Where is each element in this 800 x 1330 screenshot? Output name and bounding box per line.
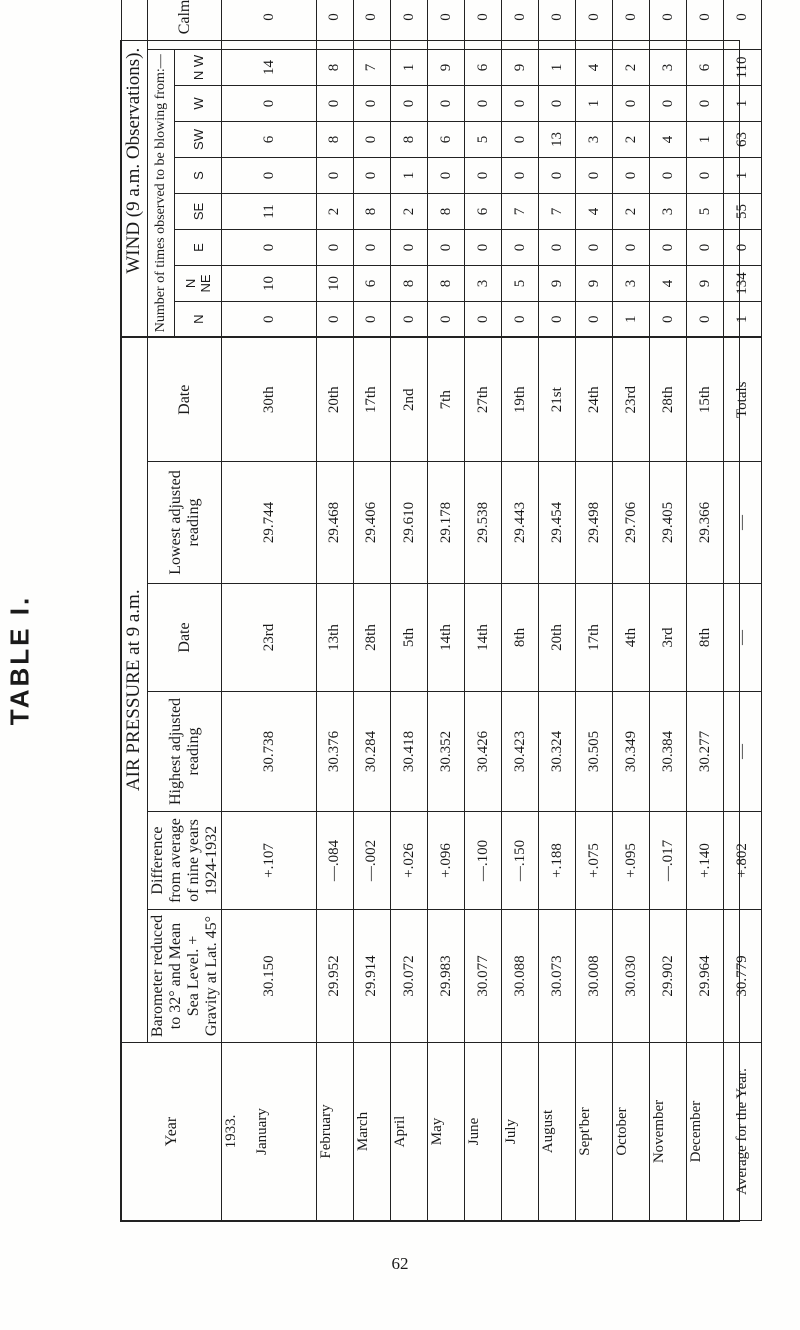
- wind-n-count: 0: [687, 301, 724, 337]
- wind-n-count: 0: [576, 301, 613, 337]
- wind-w-count: 0: [222, 85, 316, 121]
- table-row: [576, 0, 613, 1221]
- wind-nne-count: 6: [353, 265, 390, 301]
- highest-date-header: Date: [147, 584, 222, 692]
- difference-value: —.017: [650, 812, 687, 910]
- highest-value: 30.738: [222, 692, 316, 812]
- difference-value: +.026: [390, 812, 427, 910]
- highest-date-value: 5th: [390, 584, 427, 692]
- lowest-value: 29.468: [316, 462, 353, 584]
- wind-se-count: 8: [428, 193, 465, 229]
- calm-count: 0: [316, 0, 353, 49]
- wind-w-count: 0: [316, 85, 353, 121]
- lowest-dash: —: [724, 462, 761, 584]
- highest-value: 30.384: [650, 692, 687, 812]
- highest-value: 30.418: [390, 692, 427, 812]
- wind-n-count: 0: [502, 301, 539, 337]
- average-label: Average for the Year.: [724, 1043, 761, 1221]
- table-row: [428, 0, 465, 1221]
- difference-value: +.188: [539, 812, 576, 910]
- month-label: Sept'ber: [576, 1043, 613, 1221]
- wind-sw-count: 6: [222, 121, 316, 157]
- barometer-header: Barometer reduced to 32° and Mean Sea Level. + Gravity at Lat. 45°: [147, 910, 222, 1043]
- wind-sw-count: 5: [465, 121, 502, 157]
- wind-e-count: 0: [353, 229, 390, 265]
- highest-date-value: 28th: [353, 584, 390, 692]
- calm-count: 0: [650, 0, 687, 49]
- wind-e-count: 0: [428, 229, 465, 265]
- barometer-value: 30.073: [539, 910, 576, 1043]
- calm-count: 0: [353, 0, 390, 49]
- table-row: [502, 0, 539, 1221]
- month-label: December: [687, 1043, 724, 1221]
- wind-nne-count: 8: [390, 265, 427, 301]
- wind-se-count: 11: [222, 193, 316, 229]
- calm-count: 0: [390, 0, 427, 49]
- wind-sw-count: 8: [390, 121, 427, 157]
- wind-w-count: 0: [539, 85, 576, 121]
- wind-e-count: 0: [576, 229, 613, 265]
- highest-date-value: 3rd: [650, 584, 687, 692]
- wind-subheader: Number of times observed to be blowing from:—: [147, 49, 174, 337]
- wind-nw-count: 9: [428, 49, 465, 85]
- highest-date-dash: —: [724, 584, 761, 692]
- table-row: [650, 0, 687, 1221]
- wind-se-count: 8: [353, 193, 390, 229]
- wind-nne-count: 3: [465, 265, 502, 301]
- lowest-date-value: 7th: [428, 337, 465, 461]
- barometer-value: 29.964: [687, 910, 724, 1043]
- calm-count: 0: [613, 0, 650, 49]
- difference-value: +.075: [576, 812, 613, 910]
- lowest-date-value: 21st: [539, 337, 576, 461]
- wind-n-count: 0: [316, 301, 353, 337]
- lowest-date-value: 30th: [222, 337, 316, 461]
- lowest-date-value: 23rd: [613, 337, 650, 461]
- wind-e-count: 0: [502, 229, 539, 265]
- wind-nw-count: 1: [539, 49, 576, 85]
- wind-e-count: 0: [316, 229, 353, 265]
- wind-nw-count: 9: [502, 49, 539, 85]
- lowest-value: 29.366: [687, 462, 724, 584]
- wind-n-count: 0: [353, 301, 390, 337]
- wind-sw-count: 1: [687, 121, 724, 157]
- wind-nne-count: 10: [222, 265, 316, 301]
- wind-se-count: 3: [650, 193, 687, 229]
- wind-e-count: 0: [539, 229, 576, 265]
- wind-group-header: WIND (9 a.m. Observations).: [122, 0, 148, 337]
- month-label: March: [353, 1043, 390, 1221]
- wind-e-count: 0: [222, 229, 316, 265]
- wind-nw-count: 1: [390, 49, 427, 85]
- wind-e-count: 0: [687, 229, 724, 265]
- highest-date-value: 14th: [465, 584, 502, 692]
- page-number: 62: [391, 1254, 409, 1273]
- wind-n-count: 0: [650, 301, 687, 337]
- highest-value: 30.349: [613, 692, 650, 812]
- calm-count: 0: [465, 0, 502, 49]
- wind-nne-count: 9: [687, 265, 724, 301]
- wind-w-count: 0: [390, 85, 427, 121]
- wind-s-count: 0: [222, 157, 316, 193]
- highest-value: 30.423: [502, 692, 539, 812]
- wind-s-count: 0: [687, 157, 724, 193]
- barometer-value: 29.952: [316, 910, 353, 1043]
- lowest-date-header: Date: [147, 337, 222, 461]
- wind-w-count: 0: [428, 85, 465, 121]
- direction-nw-header: N W: [175, 49, 222, 85]
- highest-date-value: 23rd: [222, 584, 316, 692]
- wind-se-count: 2: [390, 193, 427, 229]
- total-sw-count: 63: [724, 121, 761, 157]
- air-pressure-group-header: AIR PRESSURE at 9 a.m.: [122, 337, 148, 1042]
- wind-w-count: 0: [650, 85, 687, 121]
- wind-nne-count: 4: [650, 265, 687, 301]
- wind-s-count: 1: [390, 157, 427, 193]
- lowest-value: 29.498: [576, 462, 613, 584]
- lowest-value: 29.406: [353, 462, 390, 584]
- month-label: October: [613, 1043, 650, 1221]
- wind-sw-count: 6: [428, 121, 465, 157]
- wind-nne-count: 3: [613, 265, 650, 301]
- highest-date-value: 14th: [428, 584, 465, 692]
- lowest-value: 29.443: [502, 462, 539, 584]
- total-w-count: 1: [724, 85, 761, 121]
- lowest-reading-header: Lowest adjusted reading: [147, 462, 222, 584]
- lowest-date-value: 19th: [502, 337, 539, 461]
- wind-s-count: 0: [428, 157, 465, 193]
- totals-label: Totals: [724, 337, 761, 461]
- wind-nw-count: 8: [316, 49, 353, 85]
- direction-se-header: SE: [175, 193, 222, 229]
- wind-sw-count: 8: [316, 121, 353, 157]
- wind-se-count: 6: [465, 193, 502, 229]
- month-label: June: [465, 1043, 502, 1221]
- barometer-value: 30.077: [465, 910, 502, 1043]
- table-row: [539, 0, 576, 1221]
- lowest-value: 29.405: [650, 462, 687, 584]
- lowest-date-value: 24th: [576, 337, 613, 461]
- wind-e-count: 0: [465, 229, 502, 265]
- rotated-table-container: [121, 0, 750, 1221]
- highest-date-value: 8th: [502, 584, 539, 692]
- wind-w-count: 0: [687, 85, 724, 121]
- month-label: November: [650, 1043, 687, 1221]
- wind-e-count: 0: [390, 229, 427, 265]
- wind-s-count: 0: [539, 157, 576, 193]
- wind-n-count: 0: [465, 301, 502, 337]
- total-e-count: 0: [724, 229, 761, 265]
- highest-value: 30.376: [316, 692, 353, 812]
- table-row: [222, 0, 316, 1221]
- wind-nw-count: 2: [613, 49, 650, 85]
- difference-value: +.107: [222, 812, 316, 910]
- wind-se-count: 2: [613, 193, 650, 229]
- wind-s-count: 0: [465, 157, 502, 193]
- calm-count: 0: [428, 0, 465, 49]
- difference-value: —.084: [316, 812, 353, 910]
- wind-w-count: 0: [502, 85, 539, 121]
- direction-e-header: E: [175, 229, 222, 265]
- difference-value: +.140: [687, 812, 724, 910]
- wind-s-count: 0: [316, 157, 353, 193]
- wind-sw-count: 0: [502, 121, 539, 157]
- wind-nne-count: 10: [316, 265, 353, 301]
- wind-nw-count: 6: [687, 49, 724, 85]
- barometer-value: 30.030: [613, 910, 650, 1043]
- lowest-value: 29.706: [613, 462, 650, 584]
- highest-date-value: 8th: [687, 584, 724, 692]
- wind-nne-count: 9: [576, 265, 613, 301]
- wind-s-count: 0: [650, 157, 687, 193]
- difference-header: Difference from average of nine years 1924-1932: [147, 812, 222, 910]
- direction-nne-header: N NE: [175, 265, 222, 301]
- lowest-date-value: 15th: [687, 337, 724, 461]
- wind-nw-count: 4: [576, 49, 613, 85]
- wind-sw-count: 0: [353, 121, 390, 157]
- table-title: TABLE I.: [4, 594, 35, 726]
- barometer-value: 29.983: [428, 910, 465, 1043]
- year-value: [222, 1043, 316, 1221]
- table-row: [353, 0, 390, 1221]
- difference-value: —.150: [502, 812, 539, 910]
- wind-w-count: 0: [353, 85, 390, 121]
- barometer-value: 30.150: [222, 910, 316, 1043]
- table-row: [390, 0, 427, 1221]
- barometer-value: 29.902: [650, 910, 687, 1043]
- highest-value: 30.426: [465, 692, 502, 812]
- total-se-count: 55: [724, 193, 761, 229]
- barometer-value: 30.088: [502, 910, 539, 1043]
- barometer-value: 30.072: [390, 910, 427, 1043]
- direction-w-header: W: [175, 85, 222, 121]
- difference-value: —.100: [465, 812, 502, 910]
- highest-value: 30.284: [353, 692, 390, 812]
- wind-n-count: 0: [539, 301, 576, 337]
- total-nw-count: 110: [724, 49, 761, 85]
- total-s-count: 1: [724, 157, 761, 193]
- wind-nw-count: 14: [222, 49, 316, 85]
- wind-se-count: 2: [316, 193, 353, 229]
- calm-count: 0: [687, 0, 724, 49]
- year-header: Year: [122, 1043, 222, 1221]
- difference-value: —.002: [353, 812, 390, 910]
- wind-n-count: 0: [222, 301, 316, 337]
- month-label: August: [539, 1043, 576, 1221]
- wind-n-count: 0: [390, 301, 427, 337]
- wind-nne-count: 8: [428, 265, 465, 301]
- highest-value: 30.352: [428, 692, 465, 812]
- barometer-value: 30.008: [576, 910, 613, 1043]
- wind-nw-count: 3: [650, 49, 687, 85]
- highest-date-value: 13th: [316, 584, 353, 692]
- highest-dash: —: [724, 692, 761, 812]
- lowest-date-value: 28th: [650, 337, 687, 461]
- wind-nw-count: 6: [465, 49, 502, 85]
- lowest-value: 29.744: [222, 462, 316, 584]
- table-row: [687, 0, 724, 1221]
- direction-sw-header: SW: [175, 121, 222, 157]
- lowest-date-value: 27th: [465, 337, 502, 461]
- wind-sw-count: 2: [613, 121, 650, 157]
- calm-count: 0: [539, 0, 576, 49]
- table-row: [613, 0, 650, 1221]
- wind-nw-count: 7: [353, 49, 390, 85]
- wind-e-count: 0: [650, 229, 687, 265]
- direction-n-header: N: [175, 301, 222, 337]
- highest-value: 30.324: [539, 692, 576, 812]
- total-calm-count: 0: [724, 0, 761, 49]
- lowest-value: 29.178: [428, 462, 465, 584]
- wind-se-count: 5: [687, 193, 724, 229]
- calm-count: 0: [222, 0, 316, 49]
- difference-value: +.095: [613, 812, 650, 910]
- wind-n-count: 1: [613, 301, 650, 337]
- meteorological-table: [121, 0, 762, 1221]
- total-nne-count: 134: [724, 265, 761, 301]
- highest-date-value: 4th: [613, 584, 650, 692]
- month-label: February: [316, 1043, 353, 1221]
- lowest-value: 29.610: [390, 462, 427, 584]
- highest-value: 30.277: [687, 692, 724, 812]
- calm-count: 0: [576, 0, 613, 49]
- lowest-date-value: 17th: [353, 337, 390, 461]
- highest-date-value: 17th: [576, 584, 613, 692]
- wind-sw-count: 3: [576, 121, 613, 157]
- lowest-date-value: 20th: [316, 337, 353, 461]
- lowest-date-value: 2nd: [390, 337, 427, 461]
- wind-s-count: 0: [353, 157, 390, 193]
- highest-value: 30.505: [576, 692, 613, 812]
- average-barometer-value: 30.779: [724, 910, 761, 1043]
- wind-nne-count: 9: [539, 265, 576, 301]
- direction-s-header: S: [175, 157, 222, 193]
- calm-count: 0: [502, 0, 539, 49]
- wind-se-count: 7: [539, 193, 576, 229]
- highest-reading-header: Highest adjusted reading: [147, 692, 222, 812]
- table-frame: [120, 0, 750, 1222]
- wind-w-count: 0: [465, 85, 502, 121]
- average-difference-value: +.802: [724, 812, 761, 910]
- wind-sw-count: 4: [650, 121, 687, 157]
- month-label: January: [254, 1108, 271, 1155]
- wind-w-count: 0: [613, 85, 650, 121]
- lowest-value: 29.538: [465, 462, 502, 584]
- wind-w-count: 1: [576, 85, 613, 121]
- month-label: May: [428, 1043, 465, 1221]
- month-label: April: [390, 1043, 427, 1221]
- difference-value: +.096: [428, 812, 465, 910]
- lowest-value: 29.454: [539, 462, 576, 584]
- total-n-count: 1: [724, 301, 761, 337]
- wind-s-count: 0: [576, 157, 613, 193]
- table-row: [465, 0, 502, 1221]
- wind-e-count: 0: [613, 229, 650, 265]
- highest-date-value: 20th: [539, 584, 576, 692]
- wind-se-count: 7: [502, 193, 539, 229]
- calm-header: Calm: [147, 0, 222, 49]
- table-row: [316, 0, 353, 1221]
- wind-sw-count: 13: [539, 121, 576, 157]
- wind-se-count: 4: [576, 193, 613, 229]
- wind-n-count: 0: [428, 301, 465, 337]
- wind-nne-count: 5: [502, 265, 539, 301]
- totals-row: [724, 0, 761, 1221]
- wind-s-count: 0: [613, 157, 650, 193]
- year-1933: 1933.: [223, 1114, 240, 1149]
- wind-s-count: 0: [502, 157, 539, 193]
- barometer-value: 29.914: [353, 910, 390, 1043]
- month-label: July: [502, 1043, 539, 1221]
